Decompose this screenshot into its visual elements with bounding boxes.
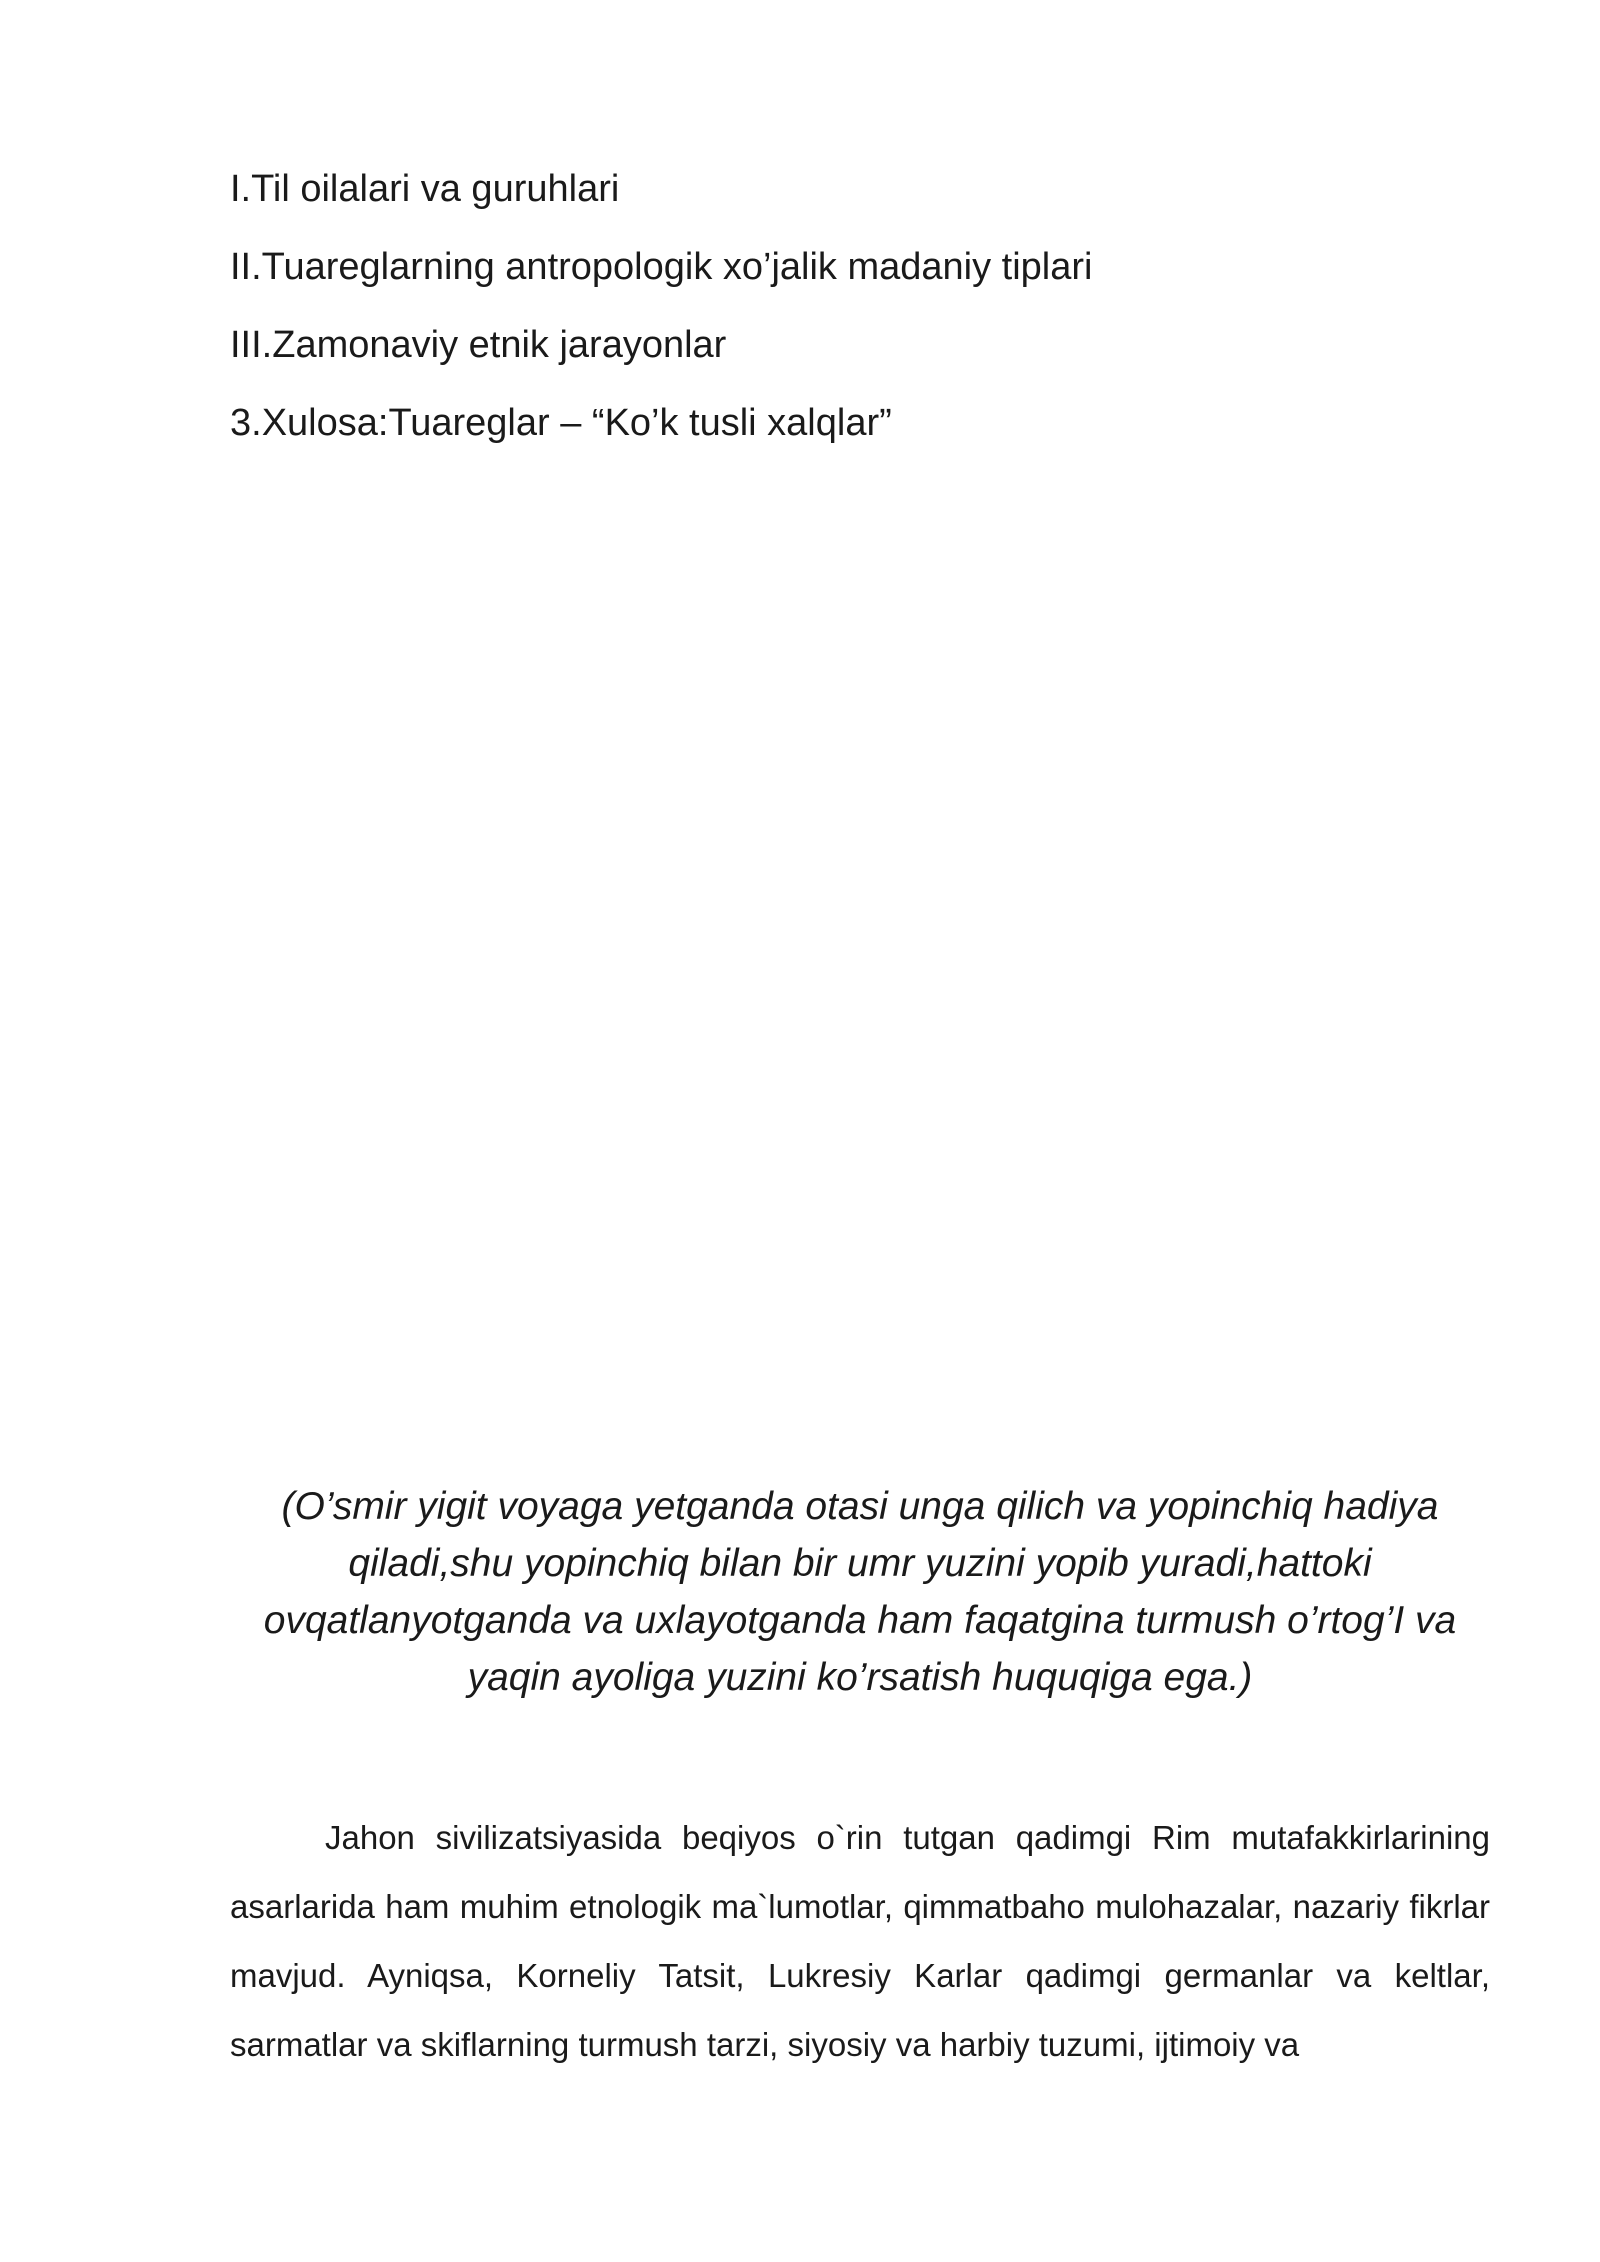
toc-item-1: I.Til oilalari va guruhlari (230, 168, 620, 210)
italic-quote: (O’smir yigit voyaga yetganda otasi unga qilich va yopinchiq hadiya qiladi,shu yopinchiq bilan bir umr yuzini yopib yuradi,hattoki ovqatlanyotganda va uxlayotganda ham faqatgina turmush o’rtog’I va yaqin ayoliga yuzini ko’rsatish huquqiga ega.) (263, 1485, 1457, 1699)
body-paragraph: Jahon sivilizatsiyasida beqiyos o`rin tutgan qadimgi Rim mutafakkirlarining asarlarida ham muhim etnologik ma`lumotlar, qimmatbaho mulohazalar, nazariy fikrlar mavjud. Ayniqsa, Korneliy Tatsit, Lukresiy Karlar qadimgi germanlar va keltlar, sarmatlar va skiflarning turmush tarzi, siyosiy va harbiy tuzumi, ijtimoiy va (230, 1819, 1490, 2063)
toc-item-4: 3.Xulosa:Tuareglar – “Ko’k tusli xalqlar” (230, 402, 892, 444)
toc-item-3: III.Zamonaviy etnik jarayonlar (230, 324, 727, 366)
table-of-contents (230, 150, 1430, 462)
toc-item-2: II.Tuareglarning antropologik xo’jalik madaniy tiplari (230, 246, 1093, 288)
